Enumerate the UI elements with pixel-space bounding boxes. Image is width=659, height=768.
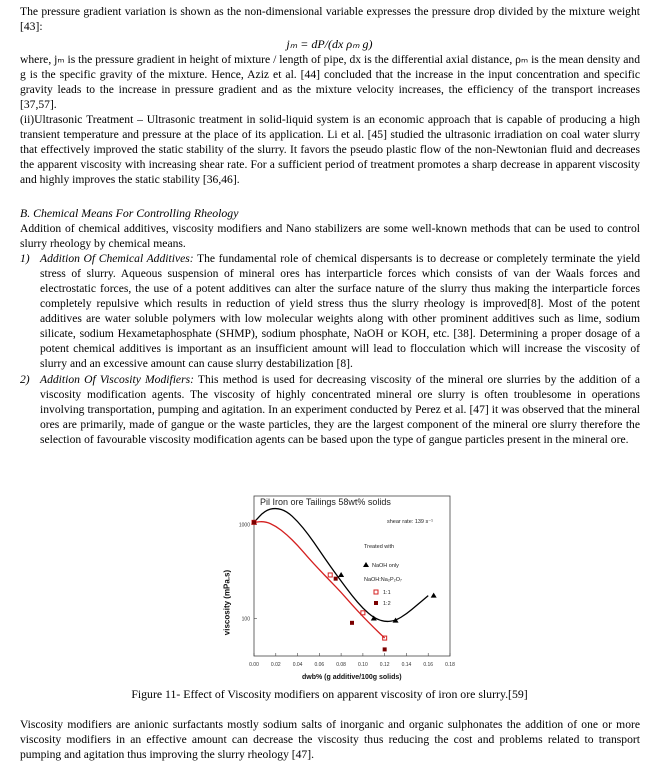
- x-tick-label: 0.16: [423, 662, 434, 668]
- data-point-ratio12: [334, 577, 338, 581]
- data-point-ratio12: [383, 647, 387, 651]
- chart-annotation: shear rate: 139 s⁻¹: [387, 519, 434, 525]
- figure-viscosity-chart: [212, 492, 462, 682]
- legend-marker-ratio11: [374, 590, 378, 594]
- x-tick-label: 0.18: [445, 662, 455, 668]
- data-point-naoh: [338, 572, 344, 577]
- x-tick-label: 0.08: [336, 662, 346, 668]
- legend-entry-ratio11: 1:1: [383, 590, 391, 596]
- legend-entry-ratio12: 1:2: [383, 601, 391, 607]
- y-tick-label: 1000: [238, 522, 250, 529]
- equation-pressure-gradient: jₘ = dP/(dx ρₘ g): [286, 37, 373, 51]
- figure-caption: Figure 11- Effect of Viscosity modifiers on apparent viscosity of iron ore slurry.[59]: [131, 687, 528, 701]
- list-item-text: This method is used for decreasing viscosity of the mineral ore slurries by the addition of a viscosity modification agents. The viscosity of highly concentrated mineral ore slurry is often troublesome in operations involving transportation, pumping and agitation. In an experiment conducted by Perez et al. [47] it was observed that the mineral ores are primarily, made of gangue or the waste particles, they are the largest component of the mineral ore slurry therefore the selection of favourable viscosity modification agents can be based upon the type of gangue particles present in the mineral ore.: [40, 373, 640, 446]
- x-tick-label: 0.10: [358, 662, 368, 668]
- paragraph-pressure-gradient: The pressure gradient variation is shown as the non-dimensional variable expresses the pressure drop divided by the mixture weight [43]:: [20, 5, 640, 33]
- list-number: 2): [20, 373, 30, 386]
- chart-xlabel: dwb% (g additive/100g solids): [302, 674, 402, 681]
- list-item-body: [40, 372, 640, 447]
- paragraph-chemical-intro: Addition of chemical additives, viscosity modifiers and Nano stabilizers are some well-known methods that can be used to control slurry rheology by chemical means.: [20, 222, 640, 250]
- data-point-ratio11: [328, 573, 332, 577]
- x-tick-label: 0.00: [249, 662, 259, 668]
- list-item-title: Addition Of Viscosity Modifiers:: [40, 373, 194, 386]
- x-tick-label: 0.06: [314, 662, 325, 668]
- paragraph-where: where, jₘ is the pressure gradient in height of mixture / length of pipe, dx is the differential axial distance, ρₘ is the mean density and g is the specific gravity of the mixture. Hence, Aziz et al. [44] concluded that the increase in the input concentration and specific gravity leads to the increase in pressure gradient and as the mixture velocity increases, the efficiency of the transport increases [37,57].: [20, 53, 640, 111]
- y-axis-label-container: [0, 486, 232, 686]
- x-tick-label: 0.04: [292, 662, 303, 668]
- legend-title: Treated with: [364, 544, 395, 550]
- paragraph-viscosity-modifiers: Viscosity modifiers are anionic surfactants mostly sodium salts of inorganic and organic sulphonates the addition of one or more viscosity modifiers in an effective amount can decrease the viscosity thus reducing the cost and problems related to transport pumping and agitation thus improving the slurry rheology [47].: [20, 718, 640, 761]
- fit-curve-naoh: [254, 509, 428, 622]
- list-item-chemical-additives: [20, 251, 640, 371]
- data-point-ratio12: [350, 621, 354, 625]
- section-heading-chemical-means: B. Chemical Means For Controlling Rheology: [20, 206, 239, 220]
- data-point-naoh: [431, 593, 437, 598]
- y-tick-label: 100: [241, 616, 250, 623]
- legend-marker-ratio12: [374, 601, 378, 605]
- paragraph-ultrasonic: (ii)Ultrasonic Treatment – Ultrasonic treatment in solid-liquid system is an economic approach that is capable of producing a high transient temperature and pressure at the place of its application. Li et al. [45] studied the ultrasonic irradiation on coal water slurry that effectively improved the static stability of the slurry. It favors the pseudo plastic flow of the non-Newtonian fluid and decreases the apparent viscosity with increasing shear rate. For a sufficient period of treatment promotes a sharp decrease in apparent viscosity and highly improves the static stability [36,46].: [20, 113, 640, 186]
- x-tick-label: 0.02: [270, 662, 281, 668]
- data-point-ratio12: [252, 520, 256, 524]
- list-item-text: The fundamental role of chemical dispersants is to decrease or completely terminate the yield stress of slurry. Aqueous suspension of mineral ores has interparticle forces which consists of van der Waals forces and electrostatic forces, the use of a potent additives can alter the surface nature of the slurry thus making the interparticle forces completely repulsive which results in reduction of yield stress thus the slurry rheology is improved[8]. Most of the potent additives are water soluble polymers with low molecular weights along with other prominent additives such as lime, sodium silicate, sodium Hexametaphosphate (SHMP), sodium phosphate, NaOH or KOH, etc. [38]. Determining a proper dosage of a potent chemical additives is important as an insufficient amount will lead to flocculation which will increase the viscosity of slurry and an excessive amount can cause slurry destabilization [8].: [40, 252, 640, 370]
- list-item-title: Addition Of Chemical Additives:: [40, 252, 194, 265]
- viscosity-chart: [212, 492, 462, 682]
- legend-marker-naoh: [363, 562, 369, 567]
- legend-entry-mixture: NaOH:Na₂P₂O₇: [364, 577, 402, 583]
- list-number: 1): [20, 252, 30, 265]
- list-item-viscosity-modifiers: [20, 372, 640, 447]
- x-tick-label: 0.14: [401, 662, 412, 668]
- x-tick-label: 0.12: [379, 662, 390, 668]
- chart-title: Pil Iron ore Tailings 58wt% solids: [260, 497, 391, 507]
- legend-entry-naoh: NaOH only: [372, 563, 399, 569]
- list-item-body: [40, 251, 640, 371]
- chart-ylabel: viscosity (mPa.s): [222, 569, 232, 636]
